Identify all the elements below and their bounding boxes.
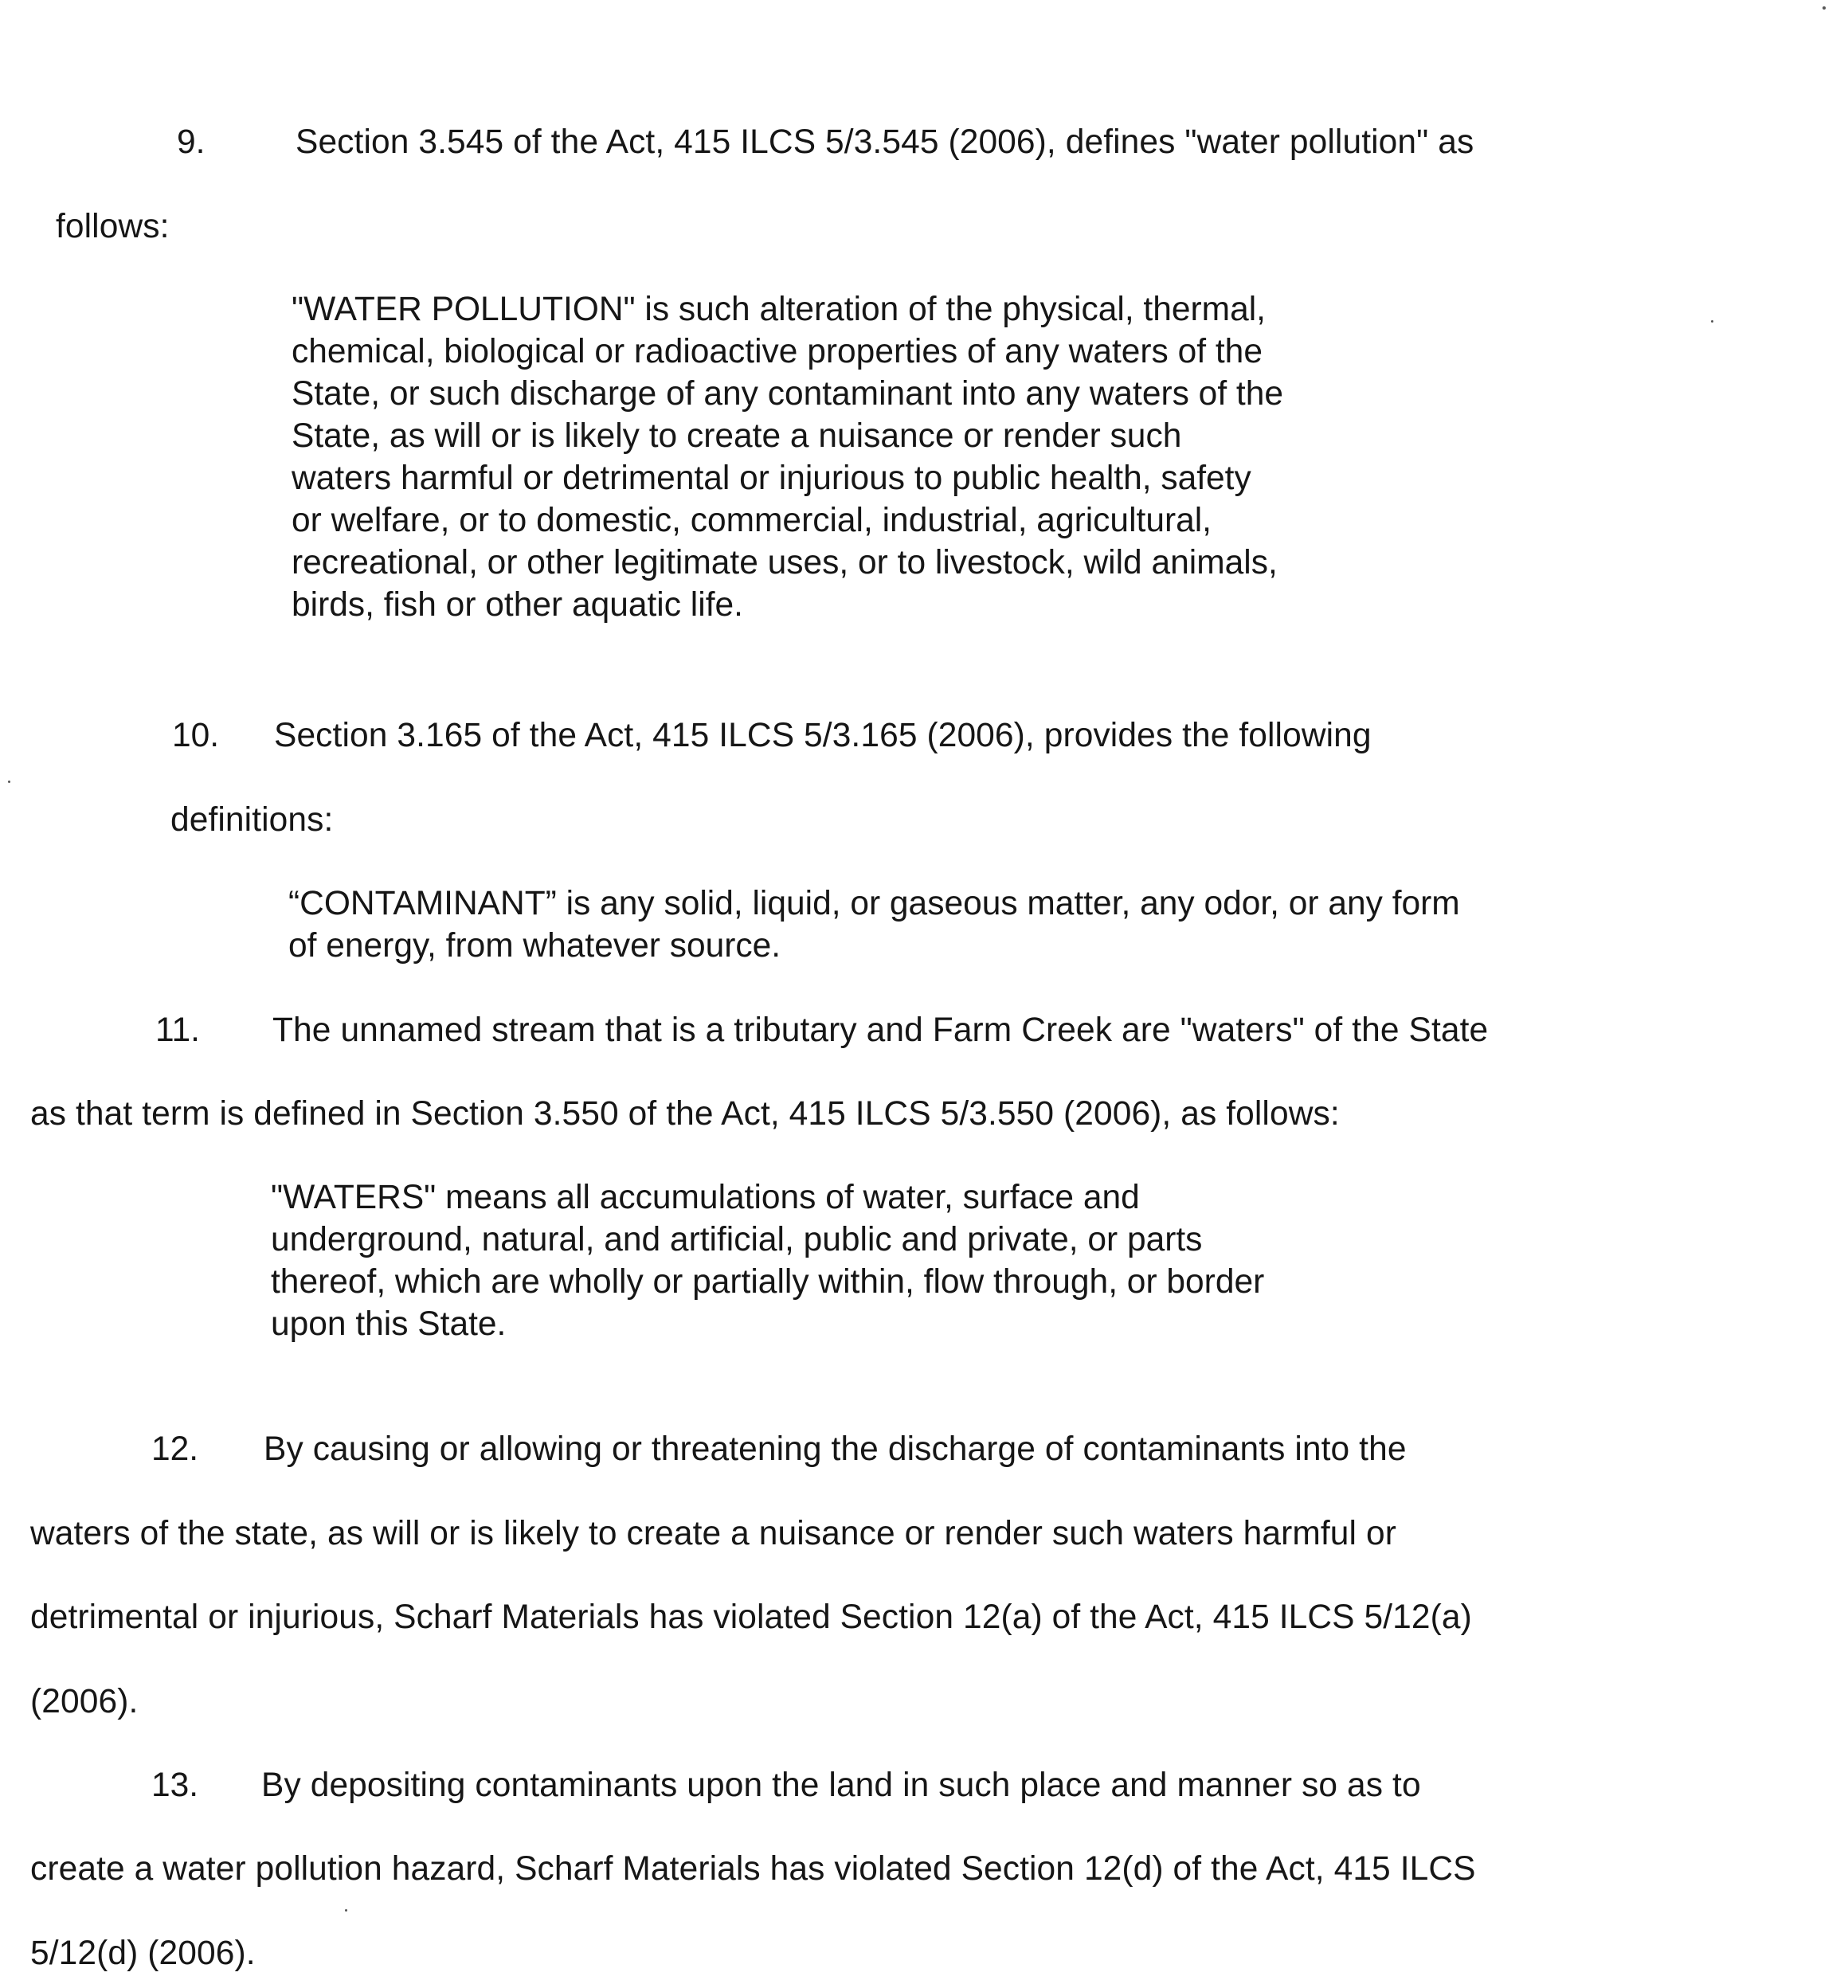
paragraph-12-line-2: waters of the state, as will or is likely to create a nuisance or render such waters harmful or: [30, 1515, 1396, 1552]
paragraph-10-line-1: Section 3.165 of the Act, 415 ILCS 5/3.165 (2006), provides the following: [274, 717, 1372, 754]
quote-line: waters harmful or detrimental or injurious to public health, safety: [292, 460, 1251, 497]
quote-line: State, as will or is likely to create a nuisance or render such: [292, 417, 1182, 455]
paragraph-11-line-1: The unnamed stream that is a tributary and Farm Creek are "waters" of the State: [272, 1012, 1489, 1049]
scan-speck: [1711, 320, 1713, 323]
quote-line: “CONTAMINANT” is any solid, liquid, or gaseous matter, any odor, or any form: [288, 885, 1460, 922]
quote-line: birds, fish or other aquatic life.: [292, 586, 743, 624]
quote-line: upon this State.: [271, 1305, 507, 1343]
paragraph-13-line-3: 5/12(d) (2006).: [30, 1935, 256, 1972]
paragraph-13-number: 13.: [151, 1767, 199, 1804]
quote-line: "WATERS" means all accumulations of water, surface and: [271, 1179, 1140, 1216]
paragraph-11-line-2: as that term is defined in Section 3.550 of the Act, 415 ILCS 5/3.550 (2006), as follows:: [30, 1095, 1340, 1133]
quote-line: of energy, from whatever source.: [288, 927, 781, 965]
paragraph-9-quote: [292, 288, 1283, 626]
quote-line: State, or such discharge of any contaminant into any waters of the: [292, 375, 1284, 413]
quote-line: underground, natural, and artificial, public and private, or parts: [271, 1221, 1203, 1258]
quote-line: or welfare, or to domestic, commercial, industrial, agricultural,: [292, 502, 1212, 539]
paragraph-10-number: 10.: [172, 717, 220, 754]
paragraph-10-line-2: definitions:: [170, 801, 334, 839]
paragraph-12-line-1: By causing or allowing or threatening the discharge of contaminants into the: [264, 1430, 1407, 1468]
paragraph-13-line-2: create a water pollution hazard, Scharf Materials has violated Section 12(d) of the Act, 415 ILCS: [30, 1850, 1476, 1888]
paragraph-11-quote: [271, 1176, 1264, 1345]
paragraph-10-quote: [288, 882, 1460, 967]
paragraph-9-line-2: follows:: [56, 208, 170, 245]
paragraph-9-number: 9.: [177, 123, 206, 161]
quote-line: "WATER POLLUTION" is such alteration of the physical, thermal,: [292, 291, 1266, 328]
quote-line: recreational, or other legitimate uses, or to livestock, wild animals,: [292, 544, 1278, 581]
quote-line: thereof, which are wholly or partially within, flow through, or border: [271, 1263, 1265, 1301]
scan-speck: [345, 1909, 347, 1912]
paragraph-12-line-3: detrimental or injurious, Scharf Materials has violated Section 12(a) of the Act, 415 ILCS 5/12(a): [30, 1599, 1472, 1636]
paragraph-12-number: 12.: [151, 1430, 199, 1468]
paragraph-13-line-1: By depositing contaminants upon the land in such place and manner so as to: [261, 1767, 1421, 1804]
scan-speck: [8, 781, 10, 783]
scan-speck: [1823, 6, 1826, 10]
paragraph-11-number: 11.: [155, 1012, 200, 1049]
paragraph-12-line-4: (2006).: [30, 1683, 139, 1720]
paragraph-9-line-1: Section 3.545 of the Act, 415 ILCS 5/3.545 (2006), defines "water pollution" as: [296, 123, 1474, 161]
quote-line: chemical, biological or radioactive properties of any waters of the: [292, 333, 1263, 370]
